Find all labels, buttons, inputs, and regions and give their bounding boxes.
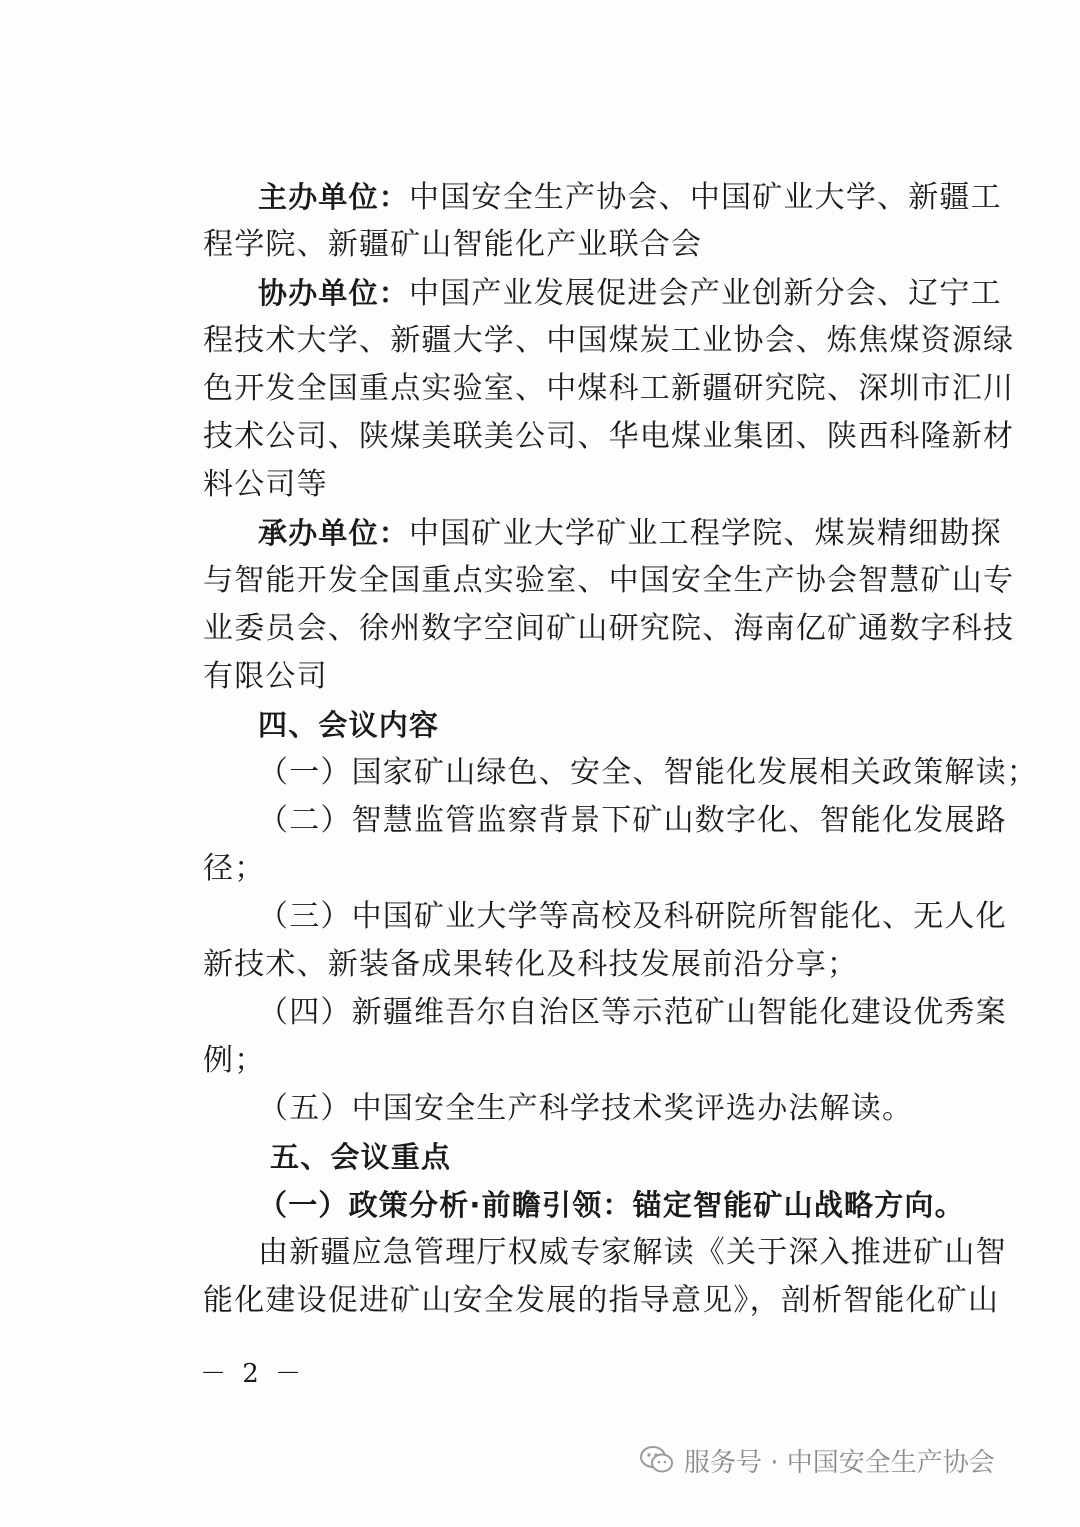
undertaker-line-2: 与智能开发全国重点实验室、中国安全生产协会智慧矿山专 xyxy=(203,563,1015,598)
co-organizer-line-5: 料公司等 xyxy=(203,467,328,502)
page-number: － 2 － xyxy=(200,1359,306,1389)
wechat-icon xyxy=(640,1445,674,1475)
section-4-item-2: （二）智慧监管监察背景下矿山数字化、智能化发展路 xyxy=(258,803,1007,838)
host-organizer-line-2: 程学院、新疆矿山智能化产业联合会 xyxy=(203,227,703,262)
undertaker-line xyxy=(258,513,1002,554)
section-4-item-3-cont: 新技术、新装备成果转化及科技发展前沿分享； xyxy=(203,947,859,982)
section-4-item-3: （三）中国矿业大学等高校及科研院所智能化、无人化 xyxy=(258,899,1007,934)
host-organizer-text: 中国安全生产协会、中国矿业大学、新疆工 xyxy=(409,180,1002,215)
section-4-item-5: （五）中国安全生产科学技术奖评选办法解读。 xyxy=(258,1091,914,1126)
section-5-paragraph-line-2: 能化建设促进矿山安全发展的指导意见》，剖析智能化矿山 xyxy=(203,1283,1000,1318)
section-4-item-1: （一）国家矿山绿色、安全、智能化发展相关政策解读； xyxy=(258,755,1038,790)
section-4-item-4-cont: 例； xyxy=(203,1043,266,1078)
undertaker-label: 承办单位： xyxy=(258,516,410,550)
co-organizer-line-3: 色开发全国重点实验室、中煤科工新疆研究院、深圳市汇川 xyxy=(203,371,1015,406)
section-5-heading: 五、会议重点 xyxy=(270,1140,452,1174)
co-organizer-label: 协办单位： xyxy=(258,276,410,310)
host-organizer-label: 主办单位： xyxy=(258,180,410,214)
section-5-paragraph-line-1: 由新疆应急管理厅权威专家解读《关于深入推进矿山智 xyxy=(258,1235,1007,1270)
undertaker-line-4: 有限公司 xyxy=(203,659,328,694)
undertaker-line-3: 业委员会、徐州数字空间矿山研究院、海南亿矿通数字科技 xyxy=(203,611,1015,646)
co-organizer-text: 中国产业发展促进会产业创新分会、辽宁工 xyxy=(409,276,1002,311)
section-5-subheading-1: （一）政策分析·前瞻引领：锚定智能矿山战略方向。 xyxy=(258,1188,965,1222)
host-organizer-line xyxy=(258,177,1002,218)
undertaker-text: 中国矿业大学矿业工程学院、煤炭精细勘探 xyxy=(409,516,1002,551)
wechat-watermark xyxy=(640,1440,995,1480)
section-4-heading: 四、会议内容 xyxy=(258,708,440,742)
co-organizer-line-4: 技术公司、陕煤美联美公司、华电煤业集团、陕西科隆新材 xyxy=(203,419,1015,454)
section-4-item-4: （四）新疆维吾尔自治区等示范矿山智能化建设优秀案 xyxy=(258,995,1007,1030)
co-organizer-line-2: 程技术大学、新疆大学、中国煤炭工业协会、炼焦煤资源绿 xyxy=(203,323,1015,358)
co-organizer-line xyxy=(258,273,1002,314)
watermark-text: 服务号 · 中国安全生产协会 xyxy=(684,1447,995,1478)
section-4-item-2-cont: 径； xyxy=(203,851,266,886)
